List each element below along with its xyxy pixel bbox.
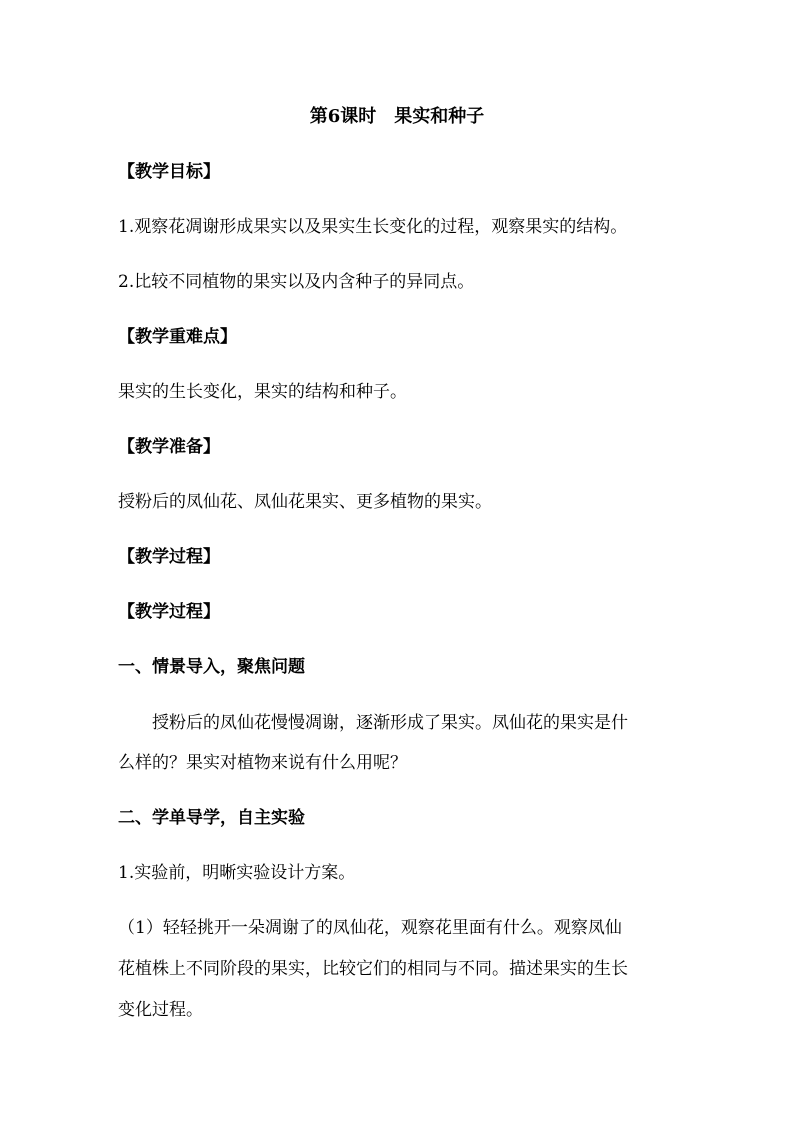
- key-points-text: 果实的生长变化，果实的结构和种子。: [118, 382, 407, 402]
- preparation-text: 授粉后的凤仙花、凤仙花果实、更多植物的果实。: [118, 492, 492, 512]
- part1-paragraph-line-2: 么样的？果实对植物来说有什么用呢？: [118, 753, 407, 773]
- step1-1-line-2: 花植株上不同阶段的果实，比较它们的相同与不同。描述果实的生长: [118, 959, 628, 979]
- process-heading-1: 【教学过程】: [118, 547, 220, 567]
- objectives-heading: 【教学目标】: [118, 162, 220, 182]
- step1-1-line-1: （1）轻轻挑开一朵凋谢了的凤仙花，观察花里面有什么。观察凤仙: [118, 918, 622, 938]
- process-heading-2: 【教学过程】: [118, 602, 220, 622]
- preparation-heading: 【教学准备】: [118, 437, 220, 457]
- step1-1-line-3: 变化过程。: [118, 1000, 203, 1020]
- part1-paragraph-line-1: 授粉后的凤仙花慢慢凋谢，逐渐形成了果实。凤仙花的果实是什: [152, 713, 628, 733]
- step1-text: 1.实验前，明晰实验设计方案。: [118, 863, 356, 883]
- objective-1: 1.观察花凋谢形成果实以及果实生长变化的过程，观察果实的结构。: [118, 217, 628, 237]
- part1-heading: 一、情景导入，聚焦问题: [118, 657, 305, 677]
- page-title: 第6课时 果实和种子: [309, 106, 485, 127]
- objective-2: 2.比较不同植物的果实以及内含种子的异同点。: [118, 272, 475, 292]
- key-points-heading: 【教学重难点】: [118, 327, 237, 347]
- part2-heading: 二、学单导学，自主实验: [118, 808, 305, 828]
